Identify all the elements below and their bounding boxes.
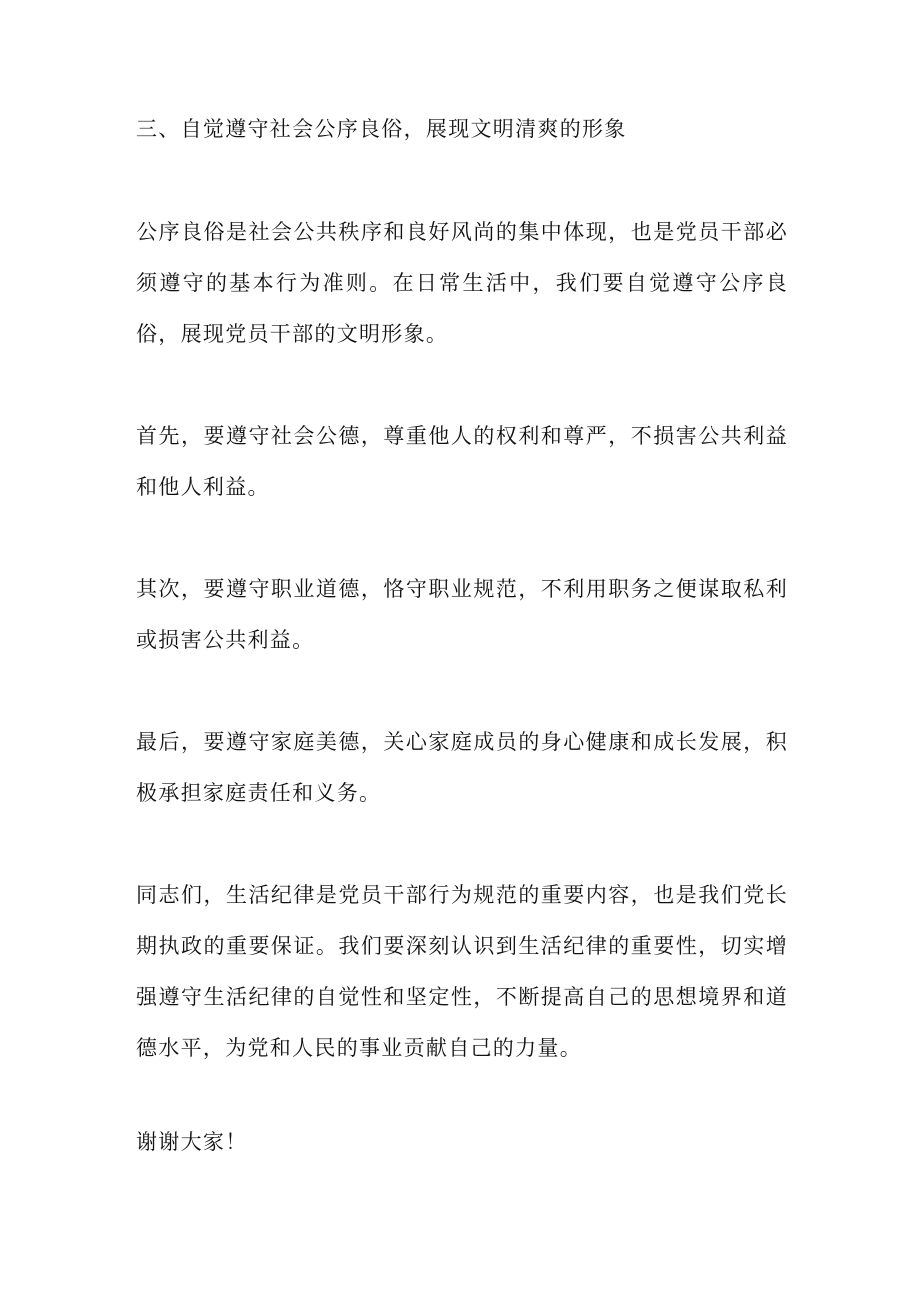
paragraph-professional-ethics: 其次，要遵守职业道德，恪守职业规范，不利用职务之便谋取私利或损害公共利益。 bbox=[136, 577, 788, 652]
paragraph-conclusion: 同志们，生活纪律是党员干部行为规范的重要内容，也是我们党长期执政的重要保证。我们要深刻认识到生活纪律的重要性，切实增强遵守生活纪律的自觉性和坚定性，不断提高自己的思想境界和道德水平，为党和人民的事业贡献自己的力量。 bbox=[136, 883, 788, 1060]
paragraph-social-morality: 首先，要遵守社会公德，尊重他人的权利和尊严，不损害公共利益和他人利益。 bbox=[136, 424, 788, 499]
closing-thanks: 谢谢大家！ bbox=[136, 1130, 248, 1154]
paragraph-public-order: 公序良俗是社会公共秩序和良好风尚的集中体现，也是党员干部必须遵守的基本行为准则。在日常生活中，我们要自觉遵守公序良俗，展现党员干部的文明形象。 bbox=[136, 220, 788, 346]
section-heading: 三、自觉遵守社会公序良俗，展现文明清爽的形象 bbox=[136, 117, 627, 141]
paragraph-family-virtues: 最后，要遵守家庭美德，关心家庭成员的身心健康和成长发展，积极承担家庭责任和义务。 bbox=[136, 730, 788, 805]
